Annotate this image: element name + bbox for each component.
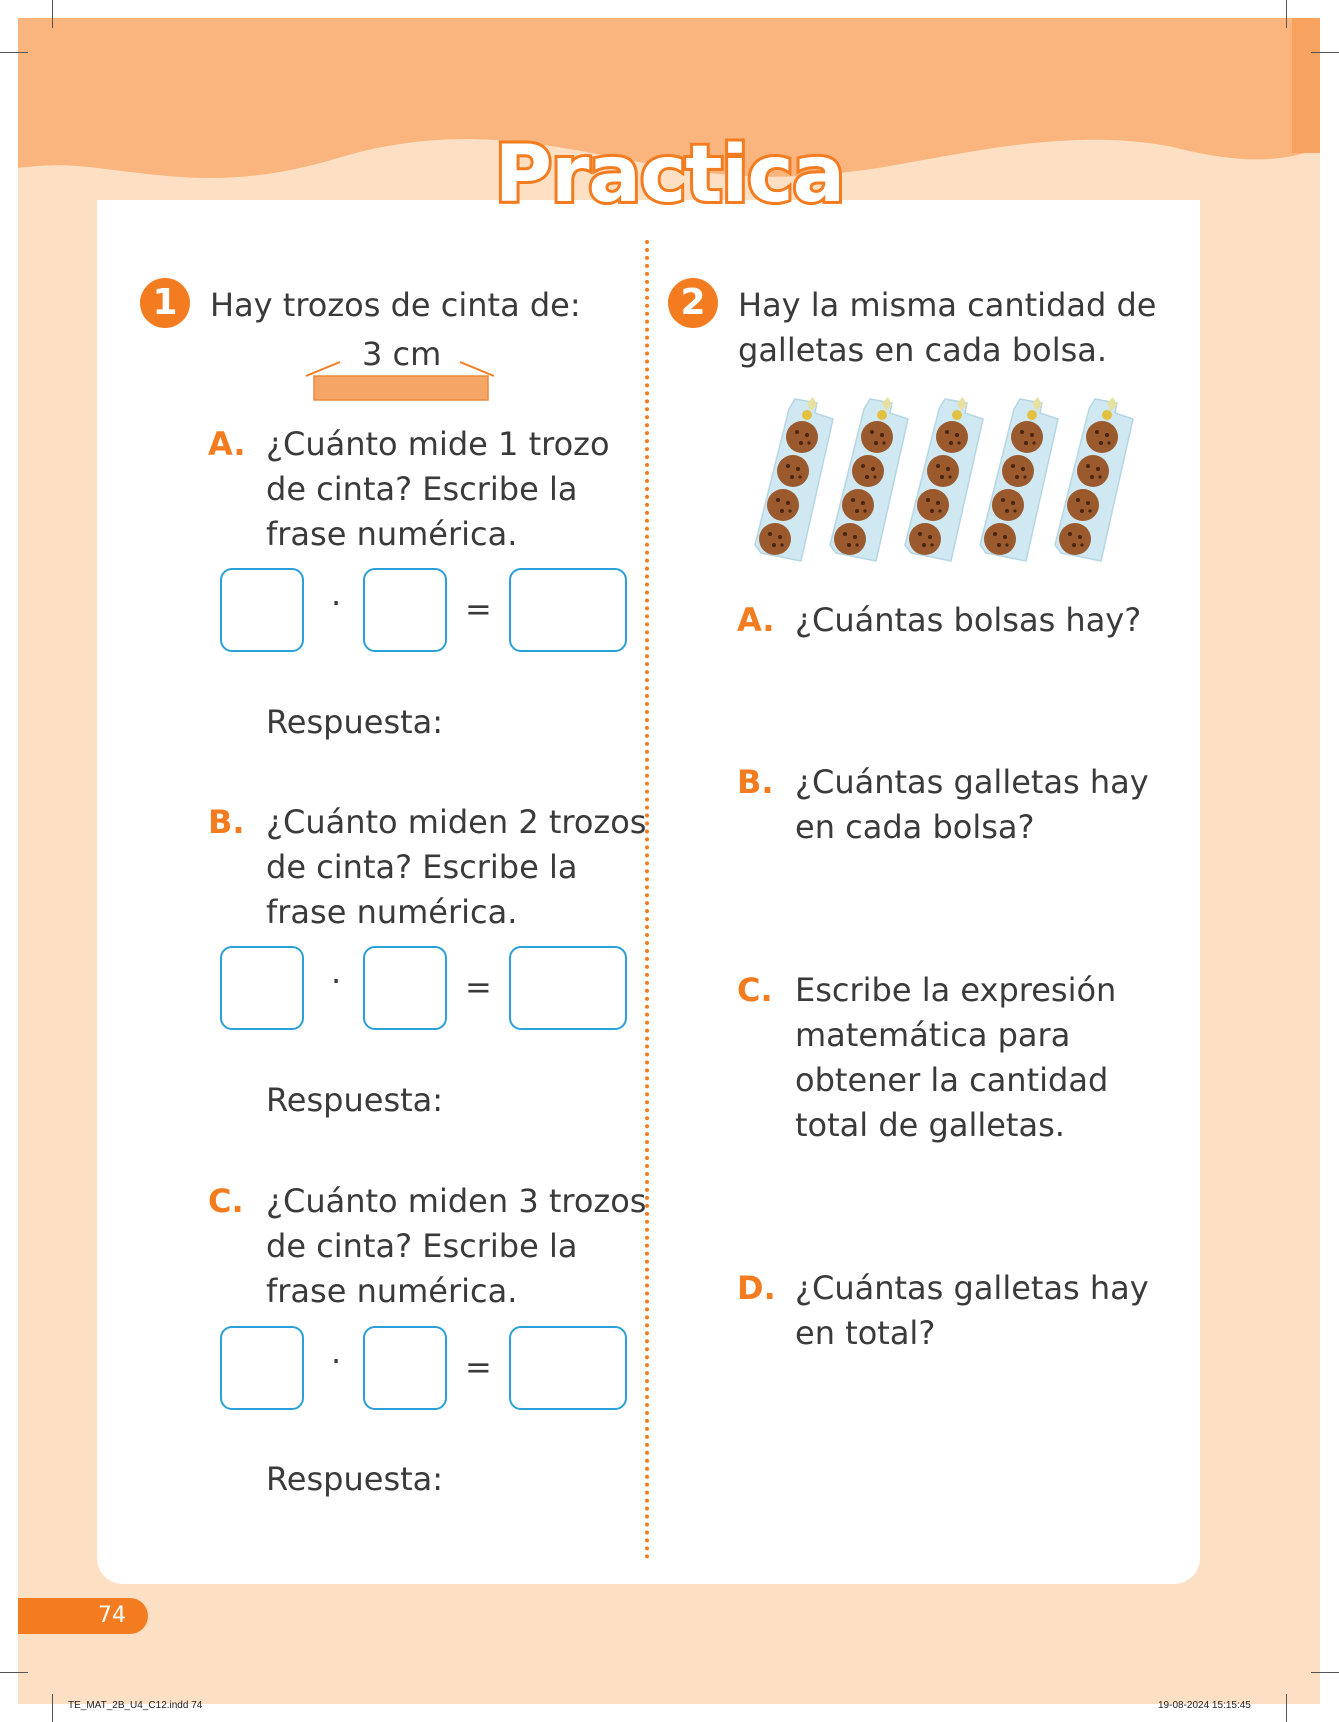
part-1a-line-2: de cinta? Escribe la bbox=[266, 470, 578, 508]
part-1b-line-3: frase numérica. bbox=[266, 893, 518, 931]
answer-box-1a-product[interactable] bbox=[509, 568, 627, 652]
part-2d-line-1: ¿Cuántas galletas hay bbox=[795, 1269, 1149, 1307]
part-2a-letter: A. bbox=[737, 601, 775, 639]
answer-box-1b-product[interactable] bbox=[509, 946, 627, 1030]
crop-mark bbox=[52, 0, 53, 28]
answer-box-1c-product[interactable] bbox=[509, 1326, 627, 1410]
part-1c-line-1: ¿Cuánto miden 3 trozos bbox=[266, 1182, 647, 1220]
answer-box-1c-factor-1[interactable] bbox=[220, 1326, 304, 1410]
part-2d-letter: D. bbox=[737, 1269, 776, 1307]
multiply-sign: · bbox=[331, 1342, 342, 1380]
column-divider bbox=[645, 240, 649, 1560]
slug-filename: TE_MAT_2B_U4_C12.indd 74 bbox=[68, 1700, 203, 1711]
answer-box-1c-factor-2[interactable] bbox=[363, 1326, 447, 1410]
part-2b-letter: B. bbox=[737, 763, 774, 801]
crop-mark bbox=[0, 1672, 28, 1673]
problem-2-intro-line-2: galletas en cada bolsa. bbox=[738, 331, 1108, 369]
crop-mark bbox=[1311, 1672, 1339, 1673]
part-2c-line-3: obtener la cantidad bbox=[795, 1061, 1109, 1099]
problem-2-intro-line-1: Hay la misma cantidad de bbox=[738, 286, 1157, 324]
answer-box-1b-factor-1[interactable] bbox=[220, 946, 304, 1030]
part-1b-line-2: de cinta? Escribe la bbox=[266, 848, 578, 886]
part-1c-answer-label: Respuesta: bbox=[266, 1460, 444, 1498]
part-1b-line-1: ¿Cuánto miden 2 trozos bbox=[266, 803, 647, 841]
part-1a-answer-label: Respuesta: bbox=[266, 703, 444, 741]
crop-mark bbox=[0, 52, 28, 53]
part-1b-answer-label: Respuesta: bbox=[266, 1081, 444, 1119]
part-1b-letter: B. bbox=[208, 803, 245, 841]
answer-box-1a-factor-2[interactable] bbox=[363, 568, 447, 652]
part-2c-line-1: Escribe la expresión bbox=[795, 971, 1117, 1009]
ribbon-length-label: 3 cm bbox=[362, 335, 442, 373]
answer-box-1b-factor-2[interactable] bbox=[363, 946, 447, 1030]
crop-mark bbox=[1286, 1694, 1287, 1722]
part-2c-line-4: total de galletas. bbox=[795, 1106, 1065, 1144]
multiply-sign: · bbox=[331, 584, 342, 622]
part-1c-line-2: de cinta? Escribe la bbox=[266, 1227, 578, 1265]
crop-mark bbox=[1286, 0, 1287, 28]
problem-1-badge: 1 bbox=[140, 278, 190, 328]
part-2c-line-2: matemática para bbox=[795, 1016, 1071, 1054]
part-1a-line-3: frase numérica. bbox=[266, 515, 518, 553]
page-number: 74 bbox=[98, 1603, 126, 1628]
crop-mark bbox=[1311, 52, 1339, 53]
page-title: Practica bbox=[494, 130, 845, 220]
crop-mark bbox=[52, 1694, 53, 1722]
part-1c-letter: C. bbox=[208, 1182, 244, 1220]
part-2b-line-1: ¿Cuántas galletas hay bbox=[795, 763, 1149, 801]
equals-sign: = bbox=[465, 1348, 492, 1386]
part-1a-letter: A. bbox=[208, 425, 246, 463]
part-1c-line-3: frase numérica. bbox=[266, 1272, 518, 1310]
part-2a-line-1: ¿Cuántas bolsas hay? bbox=[795, 601, 1142, 639]
problem-1-intro: Hay trozos de cinta de: bbox=[210, 286, 581, 324]
part-2d-line-2: en total? bbox=[795, 1314, 936, 1352]
part-2b-line-2: en cada bolsa? bbox=[795, 808, 1035, 846]
part-2c-letter: C. bbox=[737, 971, 773, 1009]
page-number-tab bbox=[18, 1598, 148, 1634]
part-1a-line-1: ¿Cuánto mide 1 trozo bbox=[266, 425, 610, 463]
equals-sign: = bbox=[465, 590, 492, 628]
cookie-bags-illustration bbox=[750, 395, 1165, 565]
problem-2-badge: 2 bbox=[668, 278, 718, 328]
equals-sign: = bbox=[465, 968, 492, 1006]
answer-box-1a-factor-1[interactable] bbox=[220, 568, 304, 652]
slug-timestamp: 19-08-2024 15:15:45 bbox=[1158, 1700, 1251, 1711]
multiply-sign: · bbox=[331, 962, 342, 1000]
